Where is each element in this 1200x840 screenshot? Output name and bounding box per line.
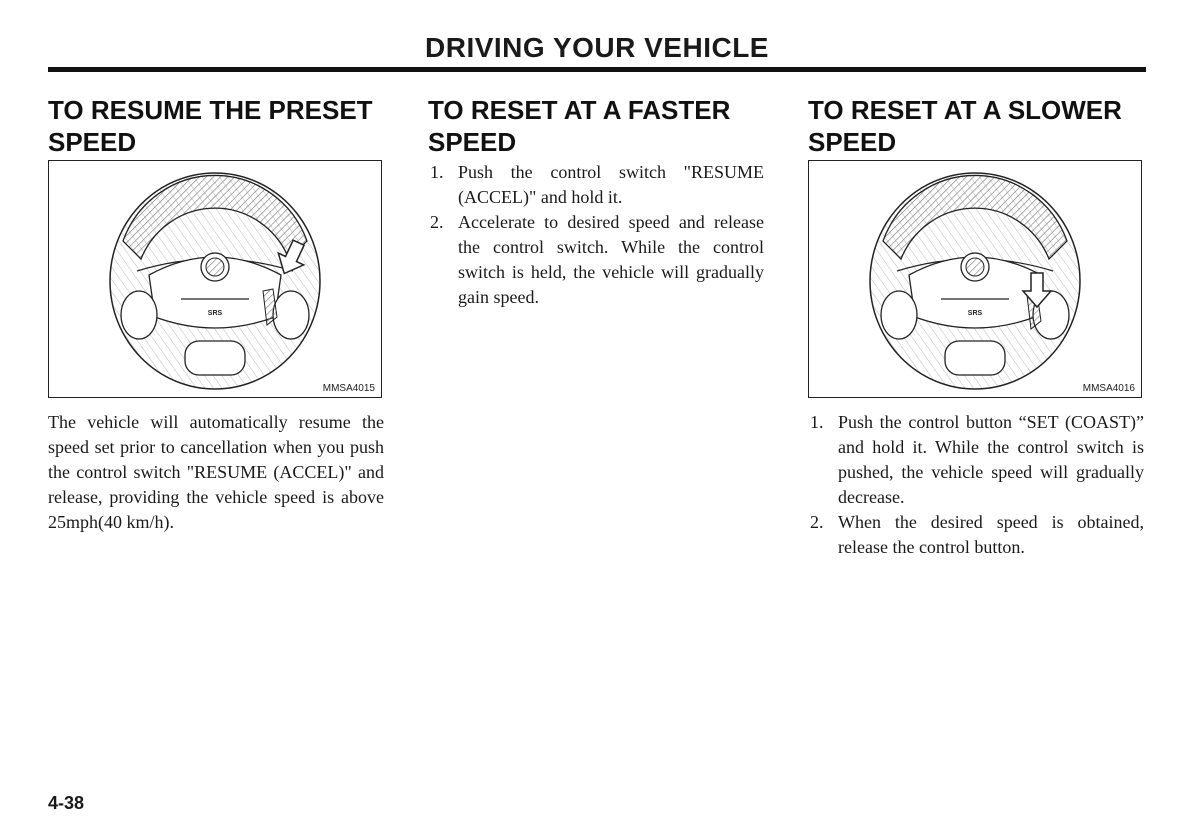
slower-steps (808, 410, 1144, 560)
list-item (428, 160, 764, 210)
section-heading-faster (428, 94, 764, 158)
header-rule (48, 67, 1146, 72)
airbag-label: SRS (207, 310, 223, 317)
step-number: 2. (430, 212, 444, 232)
heading-line-1: TO RESET AT A FASTER (428, 95, 731, 125)
steering-wheel-figure-resume (48, 160, 382, 398)
section-slower (808, 94, 1144, 560)
heading-line-2: SPEED (808, 127, 897, 157)
step-number: 1. (810, 412, 824, 432)
step-text: When the desired speed is obtained, release the control button. (838, 512, 1144, 557)
section-resume (48, 94, 384, 535)
step-text: Accelerate to desired speed and release the control switch. While the control switch is held, the vehicle will gradually gain speed. (458, 212, 764, 307)
steering-wheel-figure-slower (808, 160, 1142, 398)
step-number: 1. (430, 162, 444, 182)
list-item (808, 410, 1144, 510)
step-text: Push the control button “SET (COAST)” and hold it. While the control switch is pushed, the vehicle speed will gradually decrease. (838, 412, 1144, 507)
list-item (428, 210, 764, 310)
section-faster (428, 94, 764, 310)
figure-code: MMSA4016 (1082, 383, 1135, 394)
airbag-label: SRS (967, 310, 983, 317)
steering-wheel-icon (49, 161, 381, 397)
section-heading-resume (48, 94, 384, 158)
page-title: DRIVING YOUR VEHICLE (425, 32, 769, 63)
list-item (808, 510, 1144, 560)
section-heading-slower (808, 94, 1144, 158)
heading-line-2: SPEED (428, 127, 517, 157)
step-text: Push the control switch "RESUME (ACCEL)" and hold it. (458, 162, 764, 207)
step-number: 2. (810, 512, 824, 532)
heading-line-1: TO RESET AT A SLOWER (808, 95, 1122, 125)
heading-line-1: TO RESUME THE PRESET (48, 95, 373, 125)
resume-description: The vehicle will automatically resume the speed set prior to cancellation when you push the control switch "RESUME (ACCEL)" and release, providing the vehicle speed is above 25mph(40 km/h). (48, 412, 384, 532)
page-number: 4-38 (48, 793, 85, 813)
faster-steps (428, 160, 764, 310)
figure-code: MMSA4015 (322, 383, 375, 394)
steering-wheel-icon (809, 161, 1141, 397)
heading-line-2: SPEED (48, 127, 137, 157)
